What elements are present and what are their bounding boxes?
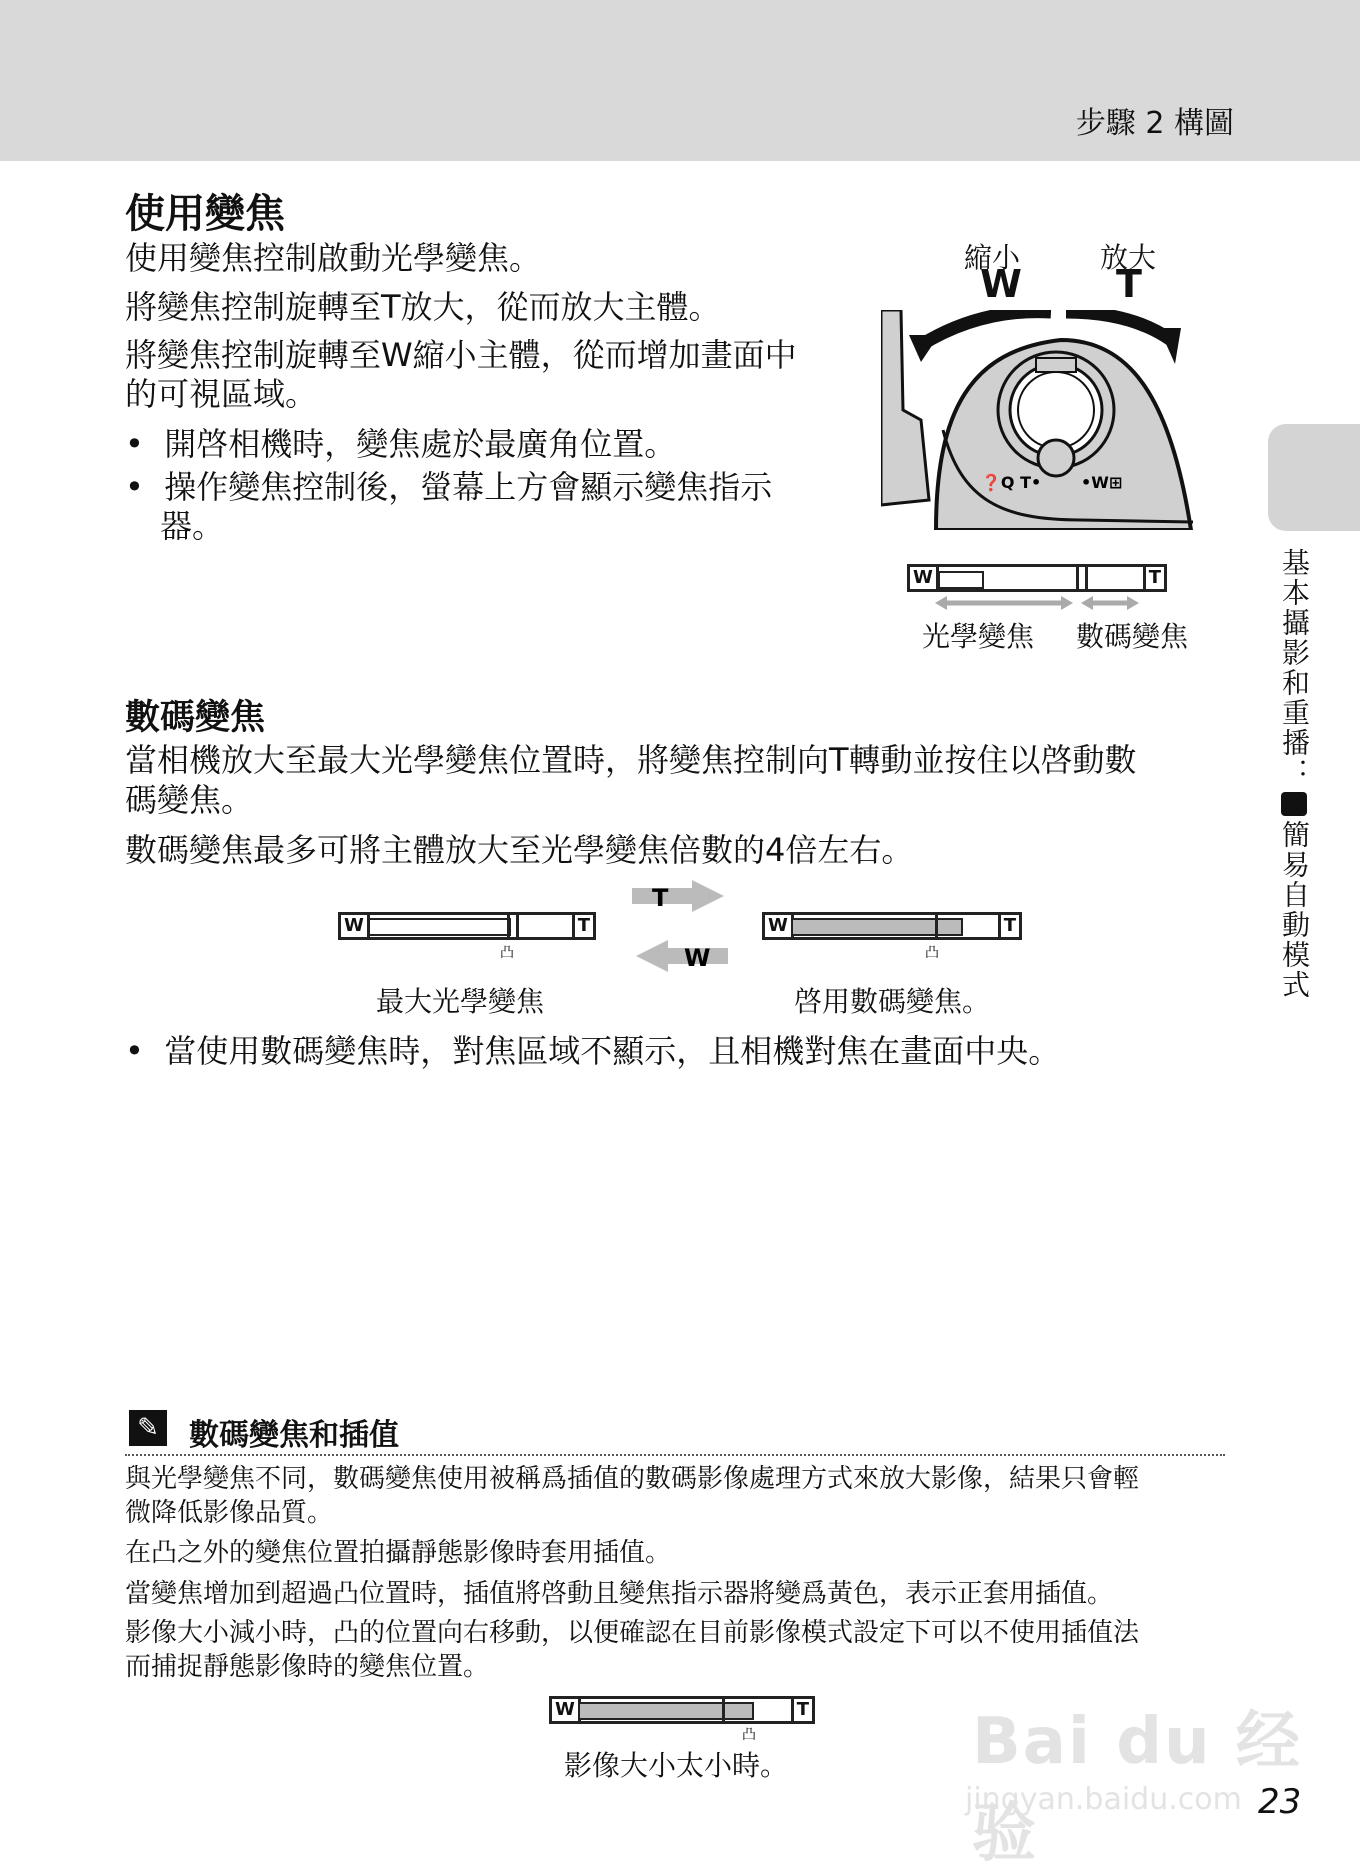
- zoom-in-label: 放大: [1100, 241, 1157, 274]
- note-line: 在凸之外的變焦位置拍攝靜態影像時套用插值。: [125, 1538, 672, 1568]
- bullet-text: 當使用數碼變焦時，對焦區域不顯示，且相機對焦在畫面中央。: [164, 1032, 1061, 1070]
- zoom-direction-arrows: [632, 880, 728, 980]
- wide-mark: W: [910, 567, 939, 589]
- optical-zoom-label: 光學變焦: [922, 620, 1035, 653]
- auto-mode-camera-icon: [1281, 792, 1307, 816]
- caption-digital-enabled: 啓用數碼變焦。: [794, 985, 991, 1018]
- wide-mark: W: [341, 915, 370, 937]
- page-number: 23: [1258, 1782, 1302, 1822]
- tele-mark: T: [1143, 567, 1164, 589]
- t-label: T: [1116, 262, 1142, 306]
- baidu-watermark: Bai du 经验: [972, 1705, 1302, 1871]
- zoom-position: [938, 571, 984, 589]
- paragraph: 碼變焦。: [125, 781, 254, 819]
- bullet-text: 操作變焦控制後，螢幕上方會顯示變焦指示: [164, 468, 773, 506]
- zoom-out-label: 縮小: [964, 241, 1021, 274]
- tele-arrow-label: T: [652, 884, 669, 912]
- note-title: 數碼變焦和插值: [189, 1418, 399, 1453]
- section-title-digital-zoom: 數碼變焦: [125, 698, 266, 738]
- tele-mark: T: [791, 1699, 812, 1721]
- paragraph: 使用變焦控制啟動光學變焦。: [125, 239, 542, 277]
- note-pencil-icon: ✎: [129, 1410, 167, 1446]
- optical-limit-mark: [507, 915, 519, 937]
- bullet-item: • 當使用數碼變焦時，對焦區域不顯示，且相機對焦在畫面中央。: [125, 1032, 1061, 1070]
- section-title-zoom: 使用變焦: [125, 191, 285, 237]
- range-arrows: [935, 595, 1145, 611]
- note-line: 微降低影像品質。: [125, 1498, 334, 1528]
- dial-right-marks: •W⊞: [1081, 473, 1123, 492]
- bullet-text: 開啓相機時，變焦處於最廣角位置。: [164, 425, 677, 463]
- chapter-tab: [1268, 424, 1360, 531]
- digital-zoom-label: 數碼變焦: [1076, 620, 1189, 653]
- chapter-label: 基本攝影和重播：: [1278, 548, 1311, 788]
- baidu-watermark-url: jingyan.baidu.com: [965, 1782, 1242, 1817]
- tele-mark: T: [572, 915, 593, 937]
- interpolation-mark-icon: 凸: [500, 945, 514, 961]
- interpolation-mark-icon: 凸: [925, 945, 939, 961]
- zoom-fill: [367, 918, 511, 936]
- zoom-indicator-max-optical: [338, 912, 596, 940]
- note-line: 而捕捉靜態影像時的變焦位置。: [125, 1652, 490, 1682]
- dial-left-marks: ❓Q T•: [981, 473, 1042, 492]
- note-line: 當變焦增加到超過凸位置時，插值將啓動且變焦指示器將變爲黃色，表示正套用插值。: [125, 1579, 1114, 1609]
- zoom-indicator: [907, 564, 1167, 592]
- bullet-item: • 操作變焦控制後，螢幕上方會顯示變焦指示: [125, 468, 773, 506]
- note-divider: [125, 1454, 1225, 1456]
- interpolation-mark-icon: 凸: [742, 1727, 756, 1743]
- breadcrumb: 步驟 2 構圖: [1075, 106, 1234, 141]
- wide-mark: W: [765, 915, 794, 937]
- caption-max-optical: 最大光學變焦: [376, 985, 545, 1018]
- note-line: 與光學變焦不同，數碼變焦使用被稱爲插值的數碼影像處理方式來放大影像，結果只會輕: [125, 1464, 1140, 1494]
- optical-limit-mark: [935, 915, 938, 937]
- zoom-out-arrow: [921, 312, 1051, 345]
- chapter-title: [1274, 548, 1314, 1000]
- optical-limit-mark: [722, 1699, 725, 1721]
- w-label: W: [980, 262, 1022, 306]
- mode-label: 簡易自動模式: [1278, 820, 1311, 1000]
- zoom-indicator-small-image: [549, 1696, 815, 1724]
- bullet-text: 器。: [160, 507, 225, 545]
- bullet-item: • 開啓相機時，變焦處於最廣角位置。: [125, 425, 677, 463]
- caption-small-image: 影像大小太小時。: [564, 1749, 789, 1782]
- tele-mark: T: [998, 915, 1019, 937]
- note-line: 影像大小減小時，凸的位置向右移動，以便確認在目前影像模式設定下可以不使用插值法: [125, 1618, 1140, 1648]
- optical-limit-mark: [1076, 567, 1088, 589]
- wide-mark: W: [552, 1699, 581, 1721]
- zoom-indicator-digital: [762, 912, 1022, 940]
- paragraph: 當相機放大至最大光學變焦位置時，將變焦控制向T轉動並按住以啓動數: [125, 741, 1137, 779]
- paragraph: 將變焦控制旋轉至W縮小主體，從而增加畫面中: [125, 336, 797, 374]
- zoom-fill: [578, 1702, 754, 1720]
- paragraph: 的可視區域。: [125, 375, 318, 413]
- zoom-in-arrow: [1066, 312, 1171, 340]
- camera-zoom-control-illustration: [881, 310, 1193, 530]
- paragraph: 數碼變焦最多可將主體放大至光學變焦倍數的4倍左右。: [125, 831, 914, 869]
- paragraph: 將變焦控制旋轉至T放大，從而放大主體。: [125, 288, 721, 326]
- wide-arrow-label: W: [684, 944, 711, 972]
